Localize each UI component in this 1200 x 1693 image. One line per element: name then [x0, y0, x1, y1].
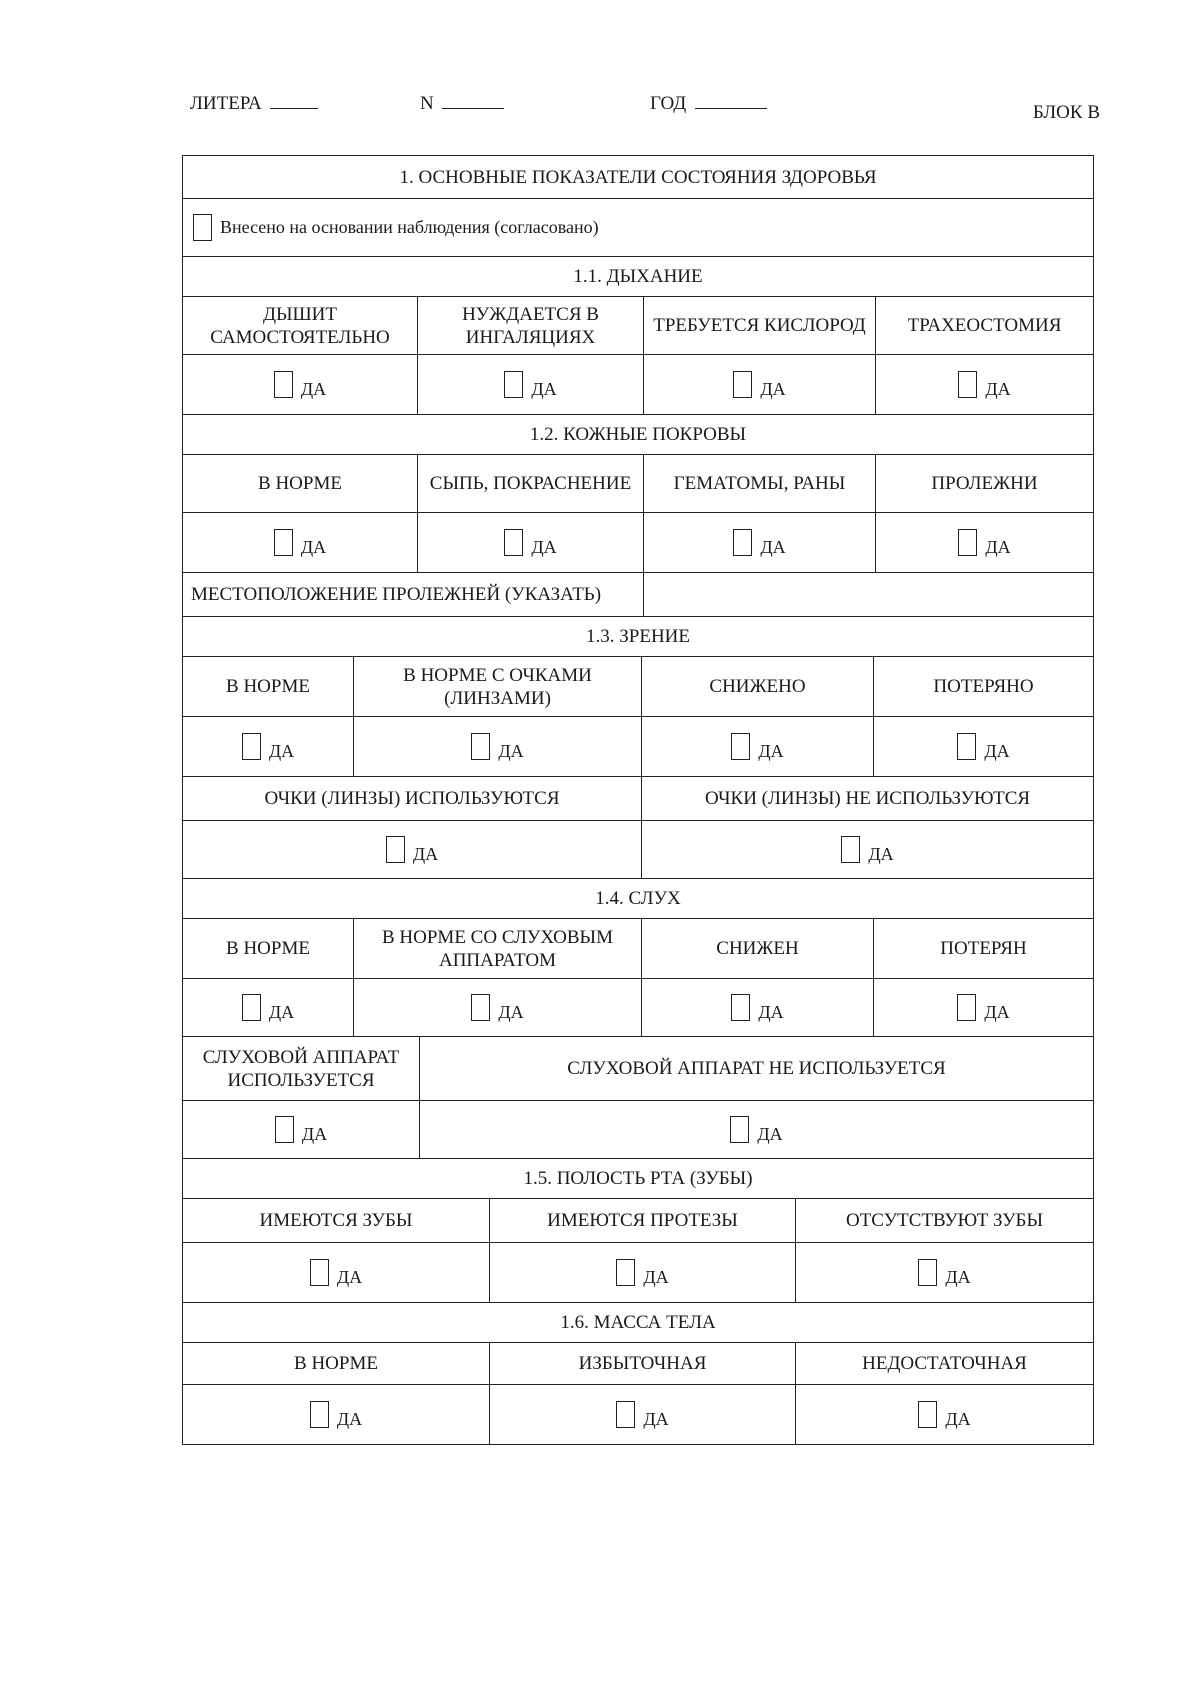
yes-option[interactable]	[643, 513, 875, 572]
section-title-row	[183, 1158, 1093, 1198]
column-header: ИМЕЮТСЯ ЗУБЫ	[259, 1210, 413, 1231]
column-header: ДЫШИТ САМОСТОЯТЕЛЬНО	[210, 303, 390, 348]
mouth-header-row	[183, 1198, 1093, 1242]
yes-label: ДА	[336, 1267, 363, 1287]
checkbox[interactable]	[731, 994, 750, 1021]
checkbox[interactable]	[504, 529, 523, 556]
hearing-aid-checkbox-row	[183, 1100, 1093, 1158]
yes-option[interactable]	[489, 1385, 795, 1444]
health-indicators-form	[182, 155, 1094, 1445]
checkbox[interactable]	[918, 1401, 937, 1428]
checkbox[interactable]	[733, 529, 752, 556]
main-title-row	[183, 156, 1093, 198]
hearing-aid-header-row	[183, 1036, 1093, 1100]
checkbox[interactable]	[730, 1116, 749, 1143]
weight-header-row	[183, 1342, 1093, 1384]
yes-option[interactable]	[183, 717, 353, 776]
yes-label: ДА	[300, 537, 327, 557]
yes-label: ДА	[301, 1124, 328, 1144]
yes-option[interactable]	[417, 355, 643, 414]
column-header: В НОРМЕ	[258, 473, 342, 494]
yes-label: ДА	[984, 1002, 1010, 1022]
breathing-checkbox-row	[183, 354, 1093, 414]
year-label: ГОД	[650, 93, 687, 114]
yes-option[interactable]	[417, 513, 643, 572]
year-field	[650, 92, 767, 115]
yes-label: ДА	[868, 844, 894, 864]
checkbox[interactable]	[957, 733, 976, 760]
column-header: В НОРМЕ СО СЛУХОВЫМ АППАРАТОМ	[353, 919, 641, 978]
yes-option[interactable]	[353, 979, 641, 1036]
hearing-aid-used-header: СЛУХОВОЙ АППАРАТ ИСПОЛЬЗУЕТСЯ	[202, 1046, 400, 1091]
yes-option[interactable]	[873, 979, 1093, 1036]
column-header: СНИЖЕН	[641, 919, 873, 978]
year-input-line[interactable]	[695, 92, 767, 109]
hearing-aid-not-used-header: СЛУХОВОЙ АППАРАТ НЕ ИСПОЛЬЗУЕТСЯ	[419, 1037, 1093, 1100]
yes-option[interactable]	[875, 355, 1093, 414]
column-header: СНИЖЕНО	[641, 657, 873, 716]
observation-note: Внесено на основании наблюдения (согласовано)	[220, 217, 599, 237]
column-header: ПОТЕРЯН	[873, 919, 1093, 978]
mouth-checkbox-row	[183, 1242, 1093, 1302]
yes-option[interactable]	[183, 979, 353, 1036]
column-header: ИМЕЮТСЯ ПРОТЕЗЫ	[489, 1199, 795, 1242]
hearing-title: 1.4. СЛУХ	[595, 888, 681, 909]
checkbox[interactable]	[733, 371, 752, 398]
form-header	[190, 92, 1100, 122]
checkbox[interactable]	[504, 371, 523, 398]
observation-cell	[183, 199, 1093, 256]
skin-checkbox-row	[183, 512, 1093, 572]
number-input-line[interactable]	[442, 92, 504, 109]
vision-title: 1.3. ЗРЕНИЕ	[586, 626, 690, 647]
column-header: НУЖДАЕТСЯ В ИНГАЛЯЦИЯХ	[417, 297, 643, 354]
vision-header-row	[183, 656, 1093, 716]
yes-label: ДА	[758, 741, 784, 761]
bedsore-location-row	[183, 572, 1093, 616]
checkbox[interactable]	[918, 1259, 937, 1286]
litera-field	[190, 92, 318, 115]
yes-option[interactable]	[183, 513, 417, 572]
checkbox[interactable]	[957, 994, 976, 1021]
weight-checkbox-row	[183, 1384, 1093, 1444]
yes-option[interactable]	[641, 717, 873, 776]
breathing-title: 1.1. ДЫХАНИЕ	[573, 266, 703, 287]
yes-option[interactable]	[183, 1101, 419, 1158]
checkbox[interactable]	[386, 836, 405, 863]
checkbox[interactable]	[310, 1401, 329, 1428]
yes-option[interactable]	[183, 821, 641, 878]
column-header: ОТСУТСТВУЮТ ЗУБЫ	[795, 1199, 1093, 1242]
yes-option[interactable]	[795, 1385, 1093, 1444]
block-label: БЛОК В	[1032, 102, 1100, 123]
yes-option[interactable]	[643, 355, 875, 414]
checkbox[interactable]	[274, 371, 293, 398]
hearing-checkbox-row	[183, 978, 1093, 1036]
yes-label: ДА	[268, 741, 295, 761]
checkbox[interactable]	[242, 994, 261, 1021]
main-title: 1. ОСНОВНЫЕ ПОКАЗАТЕЛИ СОСТОЯНИЯ ЗДОРОВЬЯ	[399, 166, 877, 188]
yes-label: ДА	[268, 1002, 295, 1022]
checkbox[interactable]	[310, 1259, 329, 1286]
section-title-row	[183, 1302, 1093, 1342]
column-header: ТРАХЕОСТОМИЯ	[875, 297, 1093, 354]
section-title-row	[183, 256, 1093, 296]
yes-label: ДА	[643, 1409, 669, 1429]
yes-label: ДА	[531, 379, 557, 399]
breathing-header-row	[183, 296, 1093, 354]
yes-option[interactable]	[183, 355, 417, 414]
yes-label: ДА	[985, 379, 1011, 399]
checkbox[interactable]	[958, 529, 977, 556]
checkbox[interactable]	[731, 733, 750, 760]
observation-checkbox[interactable]	[193, 214, 212, 241]
vision-checkbox-row	[183, 716, 1093, 776]
checkbox[interactable]	[275, 1116, 294, 1143]
column-header: ТРЕБУЕТСЯ КИСЛОРОД	[643, 297, 875, 354]
weight-title: 1.6. МАССА ТЕЛА	[560, 1312, 716, 1333]
yes-label: ДА	[336, 1409, 363, 1429]
column-header: ПОТЕРЯНО	[873, 657, 1093, 716]
column-header: В НОРМЕ	[294, 1353, 378, 1374]
yes-label: ДА	[985, 537, 1011, 557]
column-header: СЫПЬ, ПОКРАСНЕНИЕ	[417, 455, 643, 512]
column-header: ПРОЛЕЖНИ	[875, 455, 1093, 512]
glasses-checkbox-row	[183, 820, 1093, 878]
section-title-row	[183, 878, 1093, 918]
yes-label: ДА	[531, 537, 557, 557]
yes-label: ДА	[498, 741, 524, 761]
column-header: В НОРМЕ	[226, 676, 310, 697]
checkbox[interactable]	[616, 1401, 635, 1428]
section-title-row	[183, 616, 1093, 656]
yes-option[interactable]	[641, 821, 1093, 878]
skin-title: 1.2. КОЖНЫЕ ПОКРОВЫ	[529, 424, 747, 445]
yes-label: ДА	[643, 1267, 669, 1287]
litera-label: ЛИТЕРА	[190, 93, 262, 114]
yes-option[interactable]	[353, 717, 641, 776]
yes-option[interactable]	[795, 1243, 1093, 1302]
yes-label: ДА	[757, 1124, 783, 1144]
observation-row	[183, 198, 1093, 256]
column-header: ИЗБЫТОЧНАЯ	[489, 1343, 795, 1384]
glasses-not-used-header: ОЧКИ (ЛИНЗЫ) НЕ ИСПОЛЬЗУЮТСЯ	[641, 777, 1093, 820]
yes-label: ДА	[300, 379, 327, 399]
yes-label: ДА	[984, 741, 1010, 761]
checkbox[interactable]	[616, 1259, 635, 1286]
checkbox[interactable]	[471, 994, 490, 1021]
checkbox[interactable]	[274, 529, 293, 556]
checkbox[interactable]	[242, 733, 261, 760]
yes-label: ДА	[758, 1002, 784, 1022]
glasses-header-row	[183, 776, 1093, 820]
column-header: В НОРМЕ С ОЧКАМИ (ЛИНЗАМИ)	[353, 657, 641, 716]
hearing-header-row	[183, 918, 1093, 978]
litera-input-line[interactable]	[270, 92, 318, 109]
checkbox[interactable]	[841, 836, 860, 863]
yes-label: ДА	[498, 1002, 524, 1022]
column-header: НЕДОСТАТОЧНАЯ	[795, 1343, 1093, 1384]
yes-label: ДА	[412, 844, 439, 864]
number-field	[420, 92, 504, 115]
yes-option[interactable]	[873, 717, 1093, 776]
yes-label: ДА	[760, 537, 786, 557]
checkbox[interactable]	[958, 371, 977, 398]
number-label: N	[420, 93, 434, 114]
yes-option[interactable]	[183, 1243, 489, 1302]
yes-label: ДА	[760, 379, 786, 399]
skin-header-row	[183, 454, 1093, 512]
yes-label: ДА	[945, 1267, 971, 1287]
yes-option[interactable]	[875, 513, 1093, 572]
bedsore-location-label: МЕСТОПОЛОЖЕНИЕ ПРОЛЕЖНЕЙ (УКАЗАТЬ)	[191, 584, 602, 605]
bedsore-location-input[interactable]	[643, 573, 1093, 616]
yes-option[interactable]	[183, 1385, 489, 1444]
glasses-used-header: ОЧКИ (ЛИНЗЫ) ИСПОЛЬЗУЮТСЯ	[264, 788, 560, 809]
column-header: В НОРМЕ	[226, 938, 310, 959]
yes-option[interactable]	[641, 979, 873, 1036]
mouth-title: 1.5. ПОЛОСТЬ РТА (ЗУБЫ)	[523, 1168, 753, 1189]
yes-label: ДА	[945, 1409, 971, 1429]
yes-option[interactable]	[489, 1243, 795, 1302]
yes-option[interactable]	[419, 1101, 1093, 1158]
section-title-row	[183, 414, 1093, 454]
column-header: ГЕМАТОМЫ, РАНЫ	[643, 455, 875, 512]
checkbox[interactable]	[471, 733, 490, 760]
